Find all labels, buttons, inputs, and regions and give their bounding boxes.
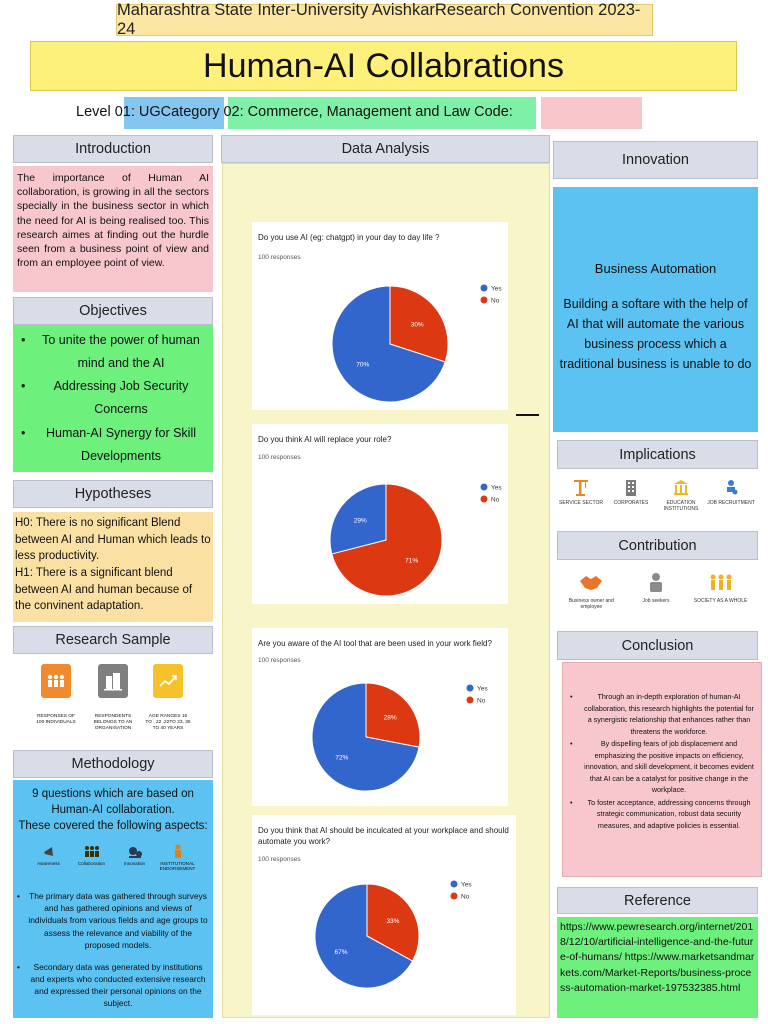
aspect-item: [158, 843, 198, 872]
aspect-label: Innovation: [123, 860, 146, 866]
pie-data-label: 67%: [334, 948, 348, 956]
person-icon: [171, 843, 185, 859]
pie-svg: [252, 815, 516, 1015]
objectives-list: [13, 325, 213, 472]
implication-label: JOB RECRUITMENT: [707, 500, 755, 506]
pie-data-label: 30%: [410, 321, 424, 329]
chart-question: Do you use AI (eg: chatgpt) in your day to day life ?: [258, 233, 440, 242]
research-sample-row: [13, 656, 213, 746]
legend-label: No: [491, 496, 500, 504]
megaphone-icon: [41, 843, 57, 859]
pie-chart-1: [252, 222, 508, 410]
divider-line: [516, 414, 539, 416]
society-icon: [708, 572, 734, 594]
methodology-bullet: • The primary data was gathered through surveys and has gathered opinions and views of individuals from various fields and age groups to assess the relevance and viability of the proposed models.: [17, 890, 208, 950]
methodology-sub: These covered the following aspects:: [18, 820, 208, 833]
poster-title: Human-AI Collabrations: [30, 41, 737, 91]
aspect-label: Awareness: [37, 860, 60, 866]
legend-swatch: [481, 496, 488, 503]
pie-data-label: 70%: [356, 361, 370, 369]
legend-swatch: [481, 285, 488, 292]
pie-chart-4: [252, 815, 516, 1015]
legend-swatch: [451, 893, 458, 900]
aspect-item: [115, 843, 155, 872]
office-building-icon: [624, 478, 638, 496]
implication-item: [707, 478, 755, 513]
objectives-heading: Objectives: [13, 297, 213, 325]
contribution-item: [690, 572, 752, 611]
methodology-box: [13, 780, 213, 1018]
implication-label: EDUCATION INSTITUTIONS: [663, 500, 699, 513]
implication-label: CORPORATES: [613, 500, 649, 506]
chart-responses: 100 responses: [258, 657, 301, 664]
legend-label: Yes: [477, 685, 488, 693]
legend-label: No: [491, 297, 500, 305]
chart-question: Do you think AI will replace your role?: [258, 435, 392, 444]
contribution-item: [631, 572, 681, 611]
objective-item: • Human-AI Synergy for Skill Developments: [17, 422, 209, 468]
data-analysis-heading: Data Analysis: [221, 135, 550, 163]
chart-responses: 100 responses: [258, 454, 301, 461]
chart-hand-icon: [153, 664, 183, 698]
conclusion-heading: Conclusion: [557, 631, 758, 660]
innovation-box: [553, 187, 758, 432]
innovation-heading: Innovation: [553, 141, 758, 179]
legend-label: No: [461, 893, 470, 901]
legend-label: No: [477, 697, 486, 705]
legend-swatch: [481, 484, 488, 491]
chart-question: Are you aware of the AI tool that are been used in your work field?: [258, 639, 492, 648]
pie-data-label: 33%: [386, 918, 400, 926]
contribution-item: [560, 572, 622, 611]
group-icon: [83, 843, 101, 859]
implications-heading: Implications: [557, 440, 758, 469]
hypotheses-heading: Hypotheses: [13, 480, 213, 508]
reference-links[interactable]: https://www.pewresearch.org/internet/2018/12/10/artificial-intelligence-and-the-future-of-humans/ https://www.marketsandmarkets.com/Market-Reports/business-process-automation-market-197532385.html: [557, 917, 758, 1018]
code-highlight-pink: [541, 97, 642, 129]
chart-responses: 100 responses: [258, 254, 301, 261]
handshake-icon: [579, 572, 603, 594]
conclusion-item: • To foster acceptance, addressing concerns through strategic communication, robust data security measures, and adaptive policies is essential.: [568, 797, 756, 832]
aspect-label: Collaboration: [77, 860, 106, 866]
methodology-heading: Methodology: [13, 750, 213, 778]
legend-label: Yes: [491, 484, 502, 492]
level-category-line: Level 01: UGCategory 02: Commerce, Management and Law Code:: [76, 104, 513, 120]
contribution-label: Business owner and employee: [568, 598, 614, 611]
hypothesis-h1: H1: There is a significant blend between AI and human because of the convinent adaptation.: [15, 567, 193, 613]
legend-swatch: [467, 685, 474, 692]
aspect-label: INSTITUTIONAL ENDORSEMENT: [159, 860, 196, 872]
methodology-bullet: • Secondary data was generated by institutions and experts who conducted extensive research and expressed their personal opinions on the subject.: [17, 961, 206, 1009]
implication-item: [657, 478, 705, 513]
pie-chart-3: [252, 628, 508, 806]
objective-item: • To unite the power of human mind and the AI: [17, 329, 209, 375]
contribution-heading: Contribution: [557, 531, 758, 560]
recruitment-icon: [723, 478, 739, 496]
sample-label: RESPONSES OF 100 INDIVIDUALS: [36, 714, 76, 726]
people-icon: [41, 664, 71, 698]
aspects-row: [17, 843, 209, 872]
methodology-intro: 9 questions which are based on Human-AI collaboration.: [32, 788, 194, 817]
aspect-item: [72, 843, 112, 872]
implication-item: [607, 478, 655, 513]
legend-swatch: [467, 697, 474, 704]
implications-row: [556, 478, 756, 513]
conclusion-item: • By dispelling fears of job displacement and emphasizing the positive impacts on efficiency, innovation, and skill development, it becomes evident that AI can be a catalyst for positive change in the workplace.: [568, 738, 756, 796]
chart-responses: 100 responses: [258, 856, 301, 863]
hypothesis-h0: H0: There is no significant Blend between AI and Human which leads to less productivity.: [15, 517, 211, 563]
chart-question: Do you think that AI should be inculcated at your workplace and should automate you work?: [258, 826, 509, 847]
sample-label: AGE RANGES 16 TO , 22 ,22TO 23, 36 TO 40 YEARS: [145, 714, 191, 732]
innovation-text: Building a softare with the help of AI that will automate the various business process which a traditional business is unable to do: [559, 296, 752, 371]
legend-swatch: [451, 881, 458, 888]
introduction-text: The importance of Human AI collaboration, is growing in all the sectors specially in the business sector in which the need for AI is being realised too. This research aimes at finding out the hurdle seen from a business point of view and from an employee point of view.: [13, 166, 213, 292]
pie-data-label: 28%: [383, 714, 397, 722]
legend-label: Yes: [461, 881, 472, 889]
contribution-row: [556, 572, 756, 611]
implication-label: SERVICE SECTOR: [559, 500, 603, 506]
implication-item: [557, 478, 605, 513]
pie-data-label: 71%: [405, 557, 419, 565]
job-seeker-icon: [646, 572, 666, 594]
building-icon: [98, 664, 128, 698]
pie-data-label: 29%: [353, 517, 367, 525]
pie-svg: [252, 222, 508, 410]
introduction-heading: Introduction: [13, 135, 213, 163]
conclusion-list: [562, 662, 762, 877]
crane-icon: [573, 478, 589, 496]
legend-swatch: [481, 297, 488, 304]
contribution-label: SOCIETY AS A WHOLE: [693, 598, 748, 604]
aspect-item: [29, 843, 69, 872]
convention-banner: Maharashtra State Inter-University AvishkarResearch Convention 2023-24: [116, 4, 653, 36]
gears-icon: [127, 843, 143, 859]
hypotheses-box: [13, 512, 213, 622]
objective-item: • Addressing Job Security Concerns: [17, 375, 209, 421]
conclusion-item: • Through an in-depth exploration of human-AI collaboration, this research highlights the potential for a synergistic relationship that enhances rather than threatens the workforce.: [568, 691, 756, 737]
research-sample-heading: Research Sample: [13, 626, 213, 654]
pie-chart-2: [252, 424, 508, 604]
institution-icon: [673, 478, 689, 496]
sample-label: RESPONDENTS BELONGS TO AN ORGANISATION: [93, 714, 133, 732]
pie-data-label: 72%: [335, 754, 349, 762]
legend-label: Yes: [491, 285, 502, 293]
pie-svg: [252, 628, 508, 806]
reference-heading: Reference: [557, 887, 758, 914]
innovation-title: Business Automation: [594, 261, 717, 276]
contribution-label: Job seekers: [642, 598, 670, 604]
pie-svg: [252, 424, 508, 604]
methodology-bullets: [17, 890, 209, 1010]
